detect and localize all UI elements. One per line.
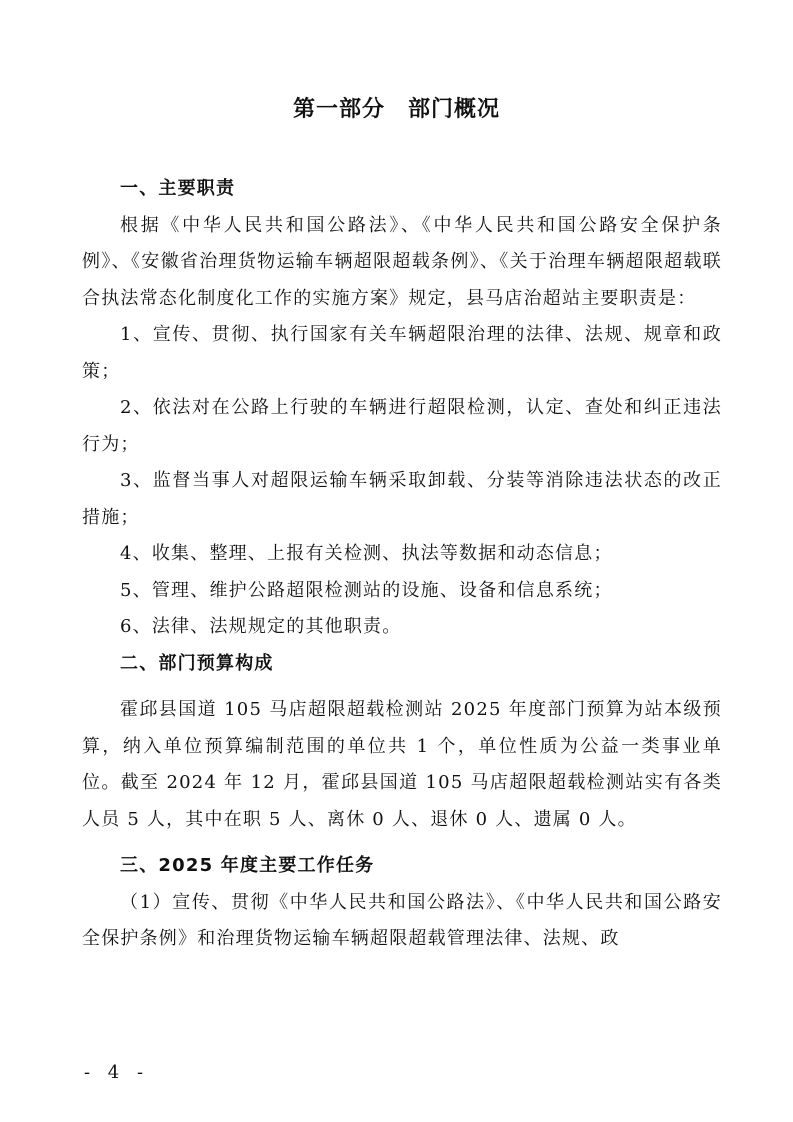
duty-item-3: 3、监督当事人对超限运输车辆采取卸载、分装等消除违法状态的改正措施； — [82, 470, 722, 528]
duty-item-5: 5、管理、维护公路超限检测站的设施、设备和信息系统； — [120, 579, 613, 601]
duties-intro-paragraph: 根据《中华人民共和国公路法》、《中华人民共和国公路安全保护条例》、《安徽省治理货物运输车辆超限超载条例》、《关于治理车辆超限超载联合执法常态化制度化工作的实施方案》规定，县马店治超站主要职责是： — [82, 214, 722, 309]
duty-item-2: 2、依法对在公路上行驶的车辆进行超限检测，认定、查处和纠正违法行为； — [82, 397, 722, 455]
page-number: - 4 - — [84, 1062, 150, 1083]
section-heading-budget: 二、部门预算构成 — [120, 652, 274, 674]
budget-paragraph: 霍邱县国道 105 马店超限超载检测站 2025 年度部门预算为站本级预算，纳入单位预算编制范围的单位共 1 个，单位性质为公益一类事业单位。截至 2024 年 12 月，霍邱县国道 105 马店超限超载检测站实有各类人员 5 人，其中在职 5 人、离休 0 人、退休 0 人、遗属 0 人。 — [82, 699, 722, 830]
duty-item-6: 6、法律、法规规定的其他职责。 — [120, 616, 402, 637]
duty-item-4: 4、收集、整理、上报有关检测、执法等数据和动态信息； — [120, 543, 613, 564]
duty-item-1: 1、宣传、贯彻、执行国家有关车辆超限治理的法律、法规、规章和政策； — [82, 324, 722, 382]
section-heading-tasks: 三、2025 年度主要工作任务 — [120, 855, 375, 876]
document-body — [82, 171, 722, 958]
tasks-paragraph: （1）宣传、贯彻《中华人民共和国公路法》、《中华人民共和国公路安全保护条例》和治理货物运输车辆超限超载管理法律、法规、政 — [82, 891, 722, 949]
section-heading-duties: 一、主要职责 — [120, 178, 236, 199]
page-title: 第一部分 部门概况 — [292, 97, 500, 122]
